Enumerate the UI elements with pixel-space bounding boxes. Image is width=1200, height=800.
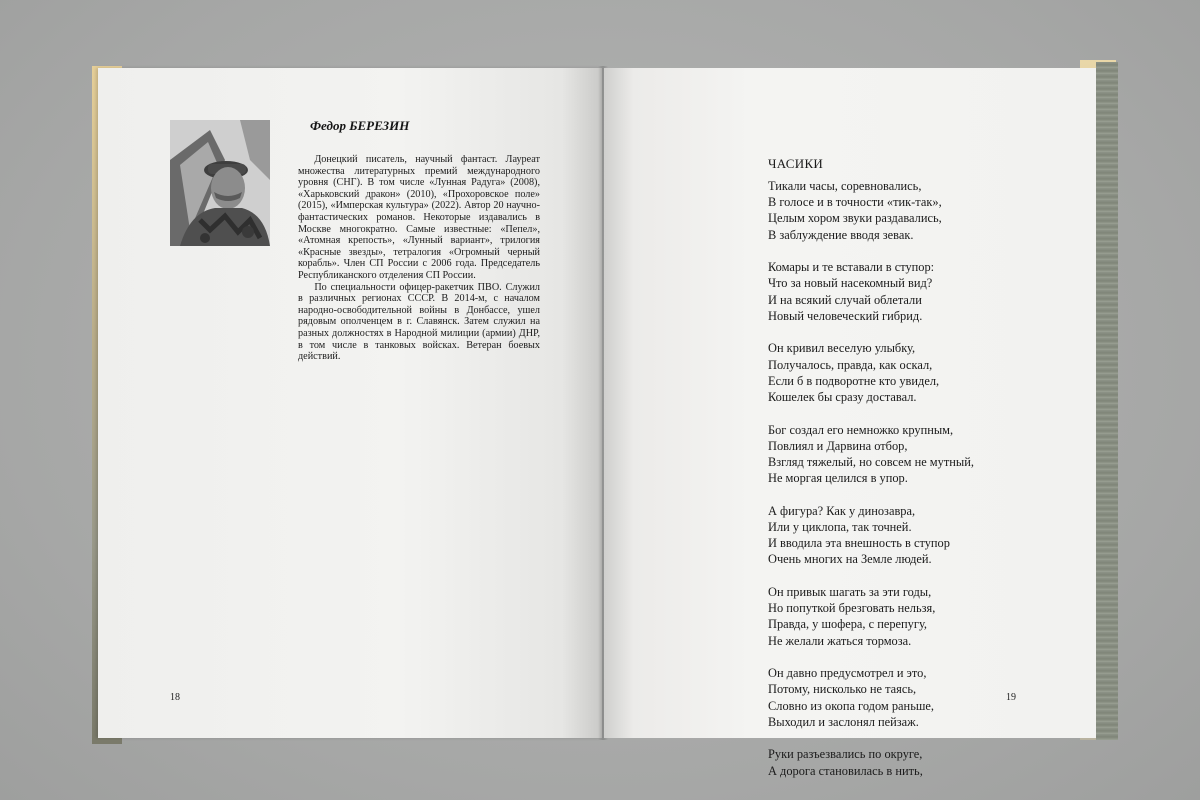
poem-line: Бог создал его немножко крупным, <box>768 422 954 437</box>
poem-stanza <box>768 178 1068 243</box>
poem-line: Правда, у шофера, с перепугу, <box>768 617 928 632</box>
poem-stanza <box>768 340 1068 405</box>
poem-line: Но попуткой брезговать нельзя, <box>768 601 936 616</box>
poem-line: Взгляд тяжелый, но совсем не мутный, <box>768 455 974 470</box>
poem-line: Не моргая целился в упор. <box>768 471 908 486</box>
poem-line: Что за новый насекомный вид? <box>768 276 933 291</box>
bio-paragraph: По специальности офицер-ракетчик ПВО. Служил в различных регионах СССР. В 2014-м, с началом народно-освободительной войны в Донбассе, ушел рядовым ополченцем в г. Славянск. Затем служил на разных должностях в Народной милиции (армии) ДНР, в том числе в танковых войсках. Ветеран боевых действий. <box>298 281 540 363</box>
poem-line: Словно из окопа годом раньше, <box>768 698 934 713</box>
poem-line: А дорога становилась в нить, <box>768 763 923 778</box>
bio-paragraph: Донецкий писатель, научный фантаст. Лауреат множества литературных премий международного уровня (СНГ). В том числе «Лунная Радуга» (2008), «Харьковский дракон» (2010), «Прохоровское поле» (2015), «Имперская культура» (2022). Автор 20 научно-фантастических романов. Некоторые издавались в Москве многократно. Самые известные: «Пепел», «Атомная крепость», «Лунный вариант», трилогия «Красные звезды», тетралогия «Огромный черный корабль». Член СП России с 2006 года. Председатель Республиканского отделения СП России. <box>298 154 540 281</box>
poem-body <box>768 178 1068 795</box>
poem-line: Он привык шагать за эти годы, <box>768 585 932 600</box>
poem-stanza <box>768 422 1068 487</box>
poem-line: И на всякий случай облетали <box>768 292 922 307</box>
left-page <box>98 68 602 738</box>
poem-line: Новый человеческий гибрид. <box>768 308 923 323</box>
poem-line: Он давно предусмотрел и это, <box>768 666 927 681</box>
page-block-edge <box>1096 62 1118 740</box>
poem-stanza <box>768 665 1068 730</box>
poem-stanza <box>768 259 1068 324</box>
author-photo <box>170 120 270 246</box>
poem-line: Потому, нисколько не таясь, <box>768 682 917 697</box>
poem-line: А фигура? Как у динозавра, <box>768 503 916 518</box>
author-name: Федор БЕРЕЗИН <box>310 118 410 133</box>
poem-line: Он кривил веселую улыбку, <box>768 341 916 356</box>
poem-line: В голосе и в точности «тик-так», <box>768 195 942 210</box>
poem-line: Кошелек бы сразу доставал. <box>768 390 917 405</box>
poem-title: ЧАСИКИ <box>768 156 824 171</box>
poem-line: Если б в подворотне кто увидел, <box>768 373 940 388</box>
poem-line: Или у циклопа, так точней. <box>768 520 912 535</box>
poem-stanza <box>768 746 1068 778</box>
poem-line: Не желали жаться тормоза. <box>768 633 912 648</box>
poem-line: И вводила эта внешность в ступор <box>768 536 950 551</box>
poem-line: Тикали часы, соревновались, <box>768 179 922 193</box>
author-bio <box>298 154 540 363</box>
poem-line: Комары и те вставали в ступор: <box>768 260 935 275</box>
page-number-right: 19 <box>1006 692 1016 703</box>
right-page <box>604 68 1096 778</box>
poem-line: Целым хором звуки раздавались, <box>768 211 942 226</box>
poem-line: Очень многих на Земле людей. <box>768 552 932 567</box>
poem-line: Получалось, правда, как оскал, <box>768 357 933 372</box>
poem-line: Повлиял и Дарвина отбор, <box>768 438 908 453</box>
poem-line: Руки разъезвались по округе, <box>768 747 923 762</box>
poem-line: Выходил и заслонял пейзаж. <box>768 714 919 729</box>
page-number-left: 18 <box>170 692 180 703</box>
poem-line: В заблуждение вводя зевак. <box>768 227 914 242</box>
poem-stanza <box>768 584 1068 649</box>
poem-stanza <box>768 503 1068 568</box>
